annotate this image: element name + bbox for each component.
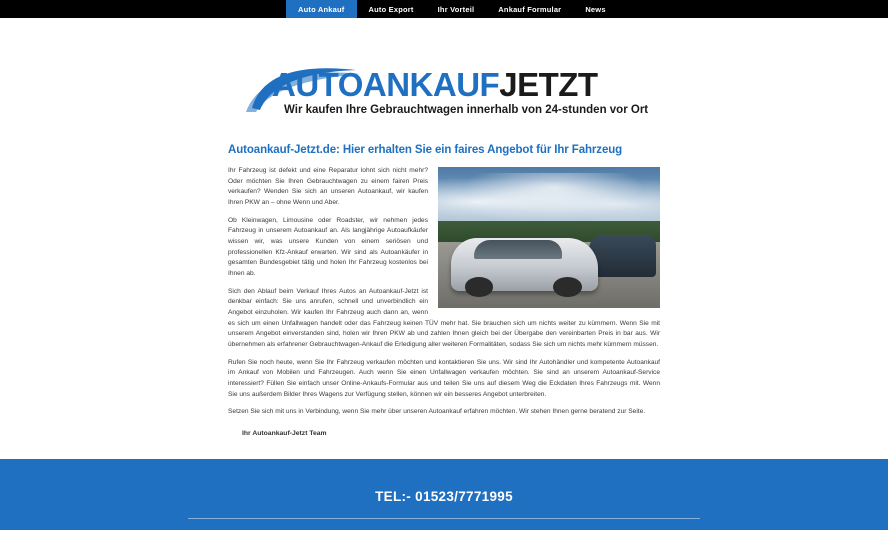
- footer-band: [0, 459, 888, 544]
- photo-clouds: [438, 173, 660, 221]
- photo-car-wheel-rear: [553, 277, 582, 297]
- logo-area: [0, 18, 888, 128]
- site-logo[interactable]: [244, 60, 649, 128]
- main-content: [228, 128, 660, 437]
- top-navigation-bar: [0, 0, 888, 18]
- logo-tagline: Wir kaufen Ihre Gebrauchtwagen innerhalb von 24-stunden vor Ort: [284, 104, 649, 116]
- article-paragraph: Setzen Sie sich mit uns in Verbindung, wenn Sie mehr über unseren Autoankauf erfahren möchten. Wir stehen Ihnen gerne beratend zur Seite.: [228, 408, 646, 416]
- logo-word-autoankauf: AUTOANKAUF: [272, 66, 500, 103]
- nav-item-auto-ankauf[interactable]: Auto Ankauf: [286, 0, 357, 18]
- nav-item-auto-export[interactable]: Auto Export: [368, 4, 414, 14]
- page-title: Autoankauf-Jetzt.de: Hier erhalten Sie ein faires Angebot für Ihr Fahrzeug: [228, 144, 623, 156]
- article-paragraph: Rufen Sie noch heute, wenn Sie Ihr Fahrzeug verkaufen möchten und kontaktieren Sie uns. Wir sind Ihr Autohändler und kompetente Autoankauf im Ankauf von Mobilen und Fahrzeugen. Auch wenn Sie einen Unfallwagen verkaufen möchten. Sie sind an unserem Autoankauf-Service interessiert? Füllen Sie einfach unser Online-Ankaufs-Formular aus und teilen Sie uns auf diesem Weg die Eckdaten Ihres Fahrzeugs mit. Wenn Sie uns außerdem Bilder Ihres Wagens zur Verfügung stellen, können wir ein besseres Angebot unterbreiten.: [228, 358, 660, 398]
- nav-item-news[interactable]: News: [585, 4, 606, 14]
- page-body: [0, 18, 888, 544]
- footer-cities-title: Oft angefahrene Städte von autoankauf-jetzt.de: [293, 529, 595, 544]
- car-photo: [438, 167, 660, 308]
- article-paragraph: Ihr Fahrzeug ist defekt und eine Reparatur lohnt sich nicht mehr? Oder möchten Sie Ihren Gebrauchtwagen zu einem fairen Preis verkaufen? Wenden Sie sich an unseren Autoankauf, wir kaufen Ihren PKW an – ohne Wenn und Aber.: [228, 167, 428, 207]
- article-paragraph: Sich den Ablauf beim Verkauf Ihres Autos an Autoankauf-Jetzt ist denkbar einfach: Sie uns anrufen, schnell und unverbindlich ein Angebot einzuholen. Wir kaufen Ihr Fahrzeug auch dann an, wenn es sich um einen Unfallwagen handelt oder das Fahrzeug keinen TÜV mehr hat. Sie brauchen sich um nichts weiter zu kümmern. Wenn Sie mit unserem Angebot einverstanden sind, holen wir Ihren PKW ab und zahlen Ihnen gleich bei der Übergabe den vereinbarten Preis in bar aus. Wir übernehmen als erfahrener Gebrauchtwagen-Ankauf die Erledigung aller weiteren Formalitäten, sodass Sie sich um nichts mehr kümmern müssen.: [228, 287, 660, 349]
- photo-second-car: [589, 235, 656, 277]
- footer-inner: [188, 489, 700, 544]
- logo-word-jetzt: JETZT: [499, 66, 598, 103]
- article-paragraph: Ob Kleinwagen, Limousine oder Roadster, wir nehmen jedes Fahrzeug in unserem Autoankauf an. Als langjährige Autoaufkäufer wissen wir, was unsere Kunden von einem seriösen und professionellen Kfz-Ankauf erwarten. Wir sind als Autoankäufer in gesamten Bundesgebiet tätig und holen Ihr Fahrzeug kostenlos bei Ihnen ab.: [228, 216, 428, 278]
- article-signoff: Ihr Autoankauf-Jetzt Team: [242, 430, 327, 438]
- photo-car-windows: [474, 240, 563, 258]
- photo-car-wheel-front: [465, 277, 494, 297]
- article-body: [228, 166, 660, 418]
- footer-divider: [188, 518, 700, 519]
- nav-item-ankauf-formular[interactable]: Ankauf Formular: [498, 4, 562, 14]
- nav-item-ihr-vorteil[interactable]: Ihr Vorteil: [437, 4, 475, 14]
- footer-telephone[interactable]: TEL:- 01523/7771995: [375, 489, 513, 505]
- logo-wordmark: [272, 66, 598, 104]
